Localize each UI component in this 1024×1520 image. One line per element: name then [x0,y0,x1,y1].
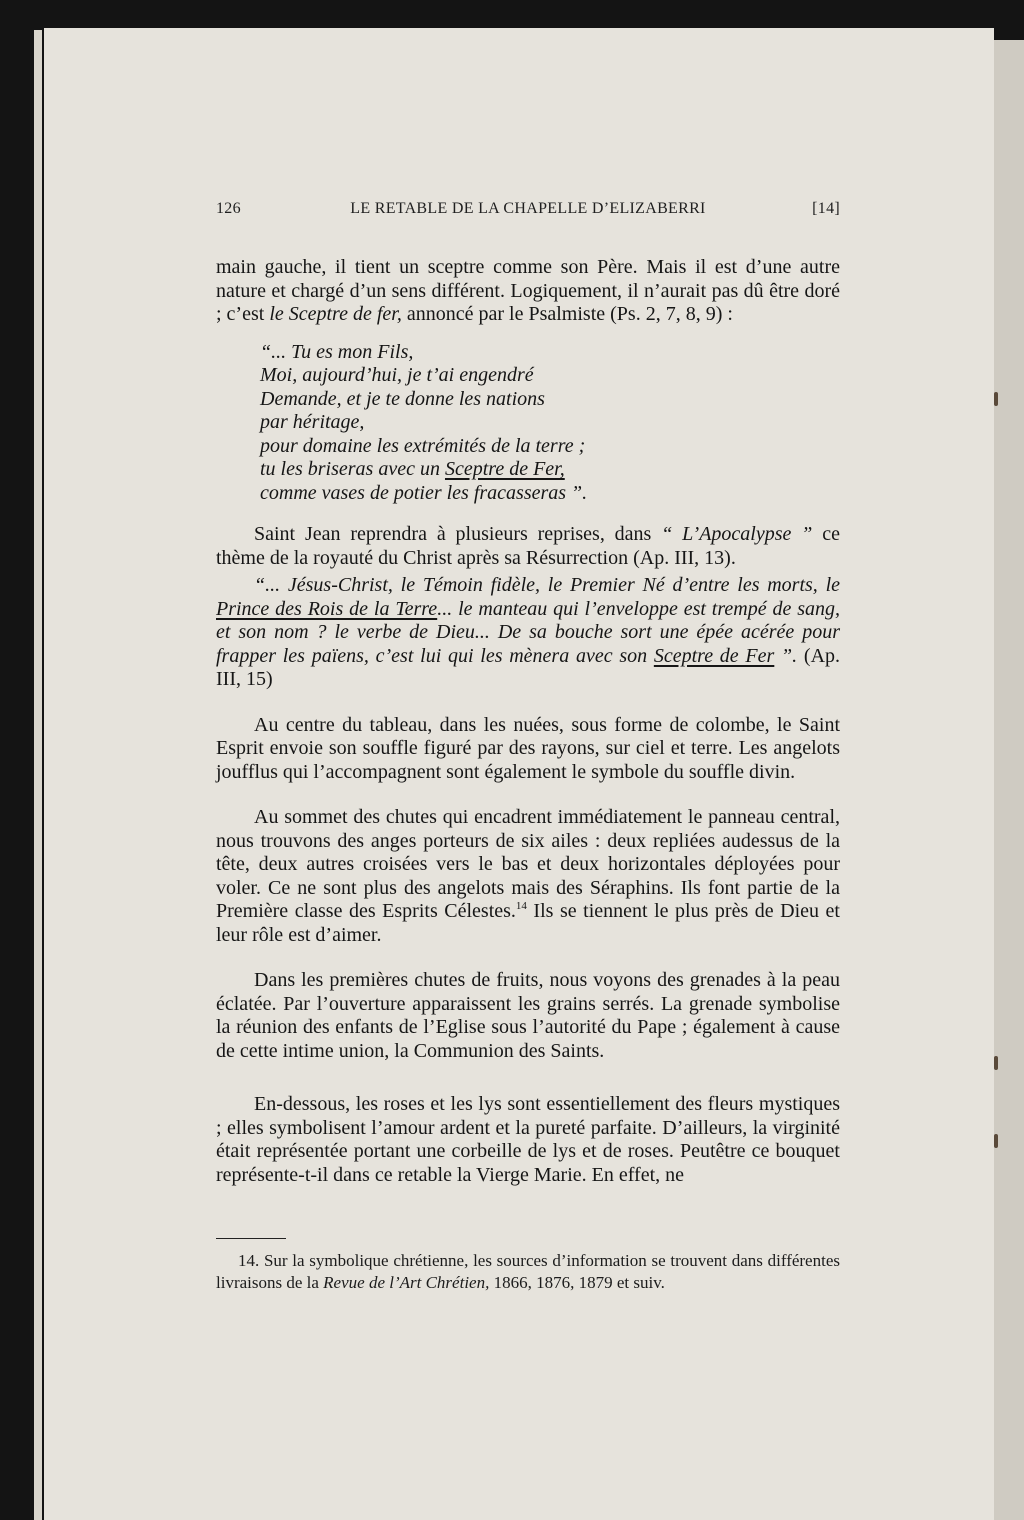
binding-mark [994,392,998,406]
poem-line: par héritage, [260,411,365,433]
binding-mark [994,1056,998,1070]
poem-line: “... Tu es mon Fils, [260,340,414,363]
footnote-reference: 14 [515,900,527,912]
paragraph-1: main gauche, il tient un sceptre comme son Père. Mais il est d’une autre nature et chargé d’un sens différent. Logiquement, il n’aurait pas dû être doré ; c’est le Sceptre de fer, annoncé par le Psalmiste (Ps. 2, 7, 8, 9) : [216,256,840,325]
paragraph-4: Au sommet des chutes qui encadrent immédiatement le panneau central, nous trouvons des anges porteurs de six ailes : deux repliées audessus de la tête, deux autres croisées vers le bas et deux horizontales déployées pour voler. Ce ne sont plus des angelots mais des Séraphins. Ils font partie de la Première classe des Esprits Célestes.$^{14}$ Ils se tiennent le plus près de Dieu et leur rôle est d’aimer. [216,806,840,946]
footnote-14: 14. Sur la symbolique chrétienne, les sources d’information se trouvent dans différentes livraisons de la Revue de l’Art Chrétien, 1866, 1876, 1879 et suiv. [216,1251,840,1292]
poem-line: comme vases de potier les fracasseras ”. [260,481,588,504]
page-edge-right [994,40,1024,1520]
paragraph-5: Dans les premières chutes de fruits, nous voyons des grenades à la peau éclatée. Par l’ouverture apparaissent les grains serrés. La grenade symbolise la réunion des enfants de l’Eglise sous l’autorité du Pape ; également à cause de cette intime union, la Communion des Saints. [216,969,840,1062]
poem-line: Demande, et je te donne les nations [260,387,545,410]
footnote-divider [216,1238,286,1239]
poem-line: pour domaine les extrémités de la terre ; [260,434,586,457]
section-number: [14] [812,200,840,217]
paragraph-3: Au centre du tableau, dans les nuées, sous forme de colombe, le Saint Esprit envoie son souffle figuré par des rayons, sur ciel et terre. Les angelots joufflus qui l’accompagnent sont également le symbole du souffle divin. [216,713,840,783]
page-number: 126 [216,200,241,217]
poem-line: Moi, aujourd’hui, je t’ai engendré [260,364,534,386]
paragraph-2: Saint Jean reprendra à plusieurs reprises, dans “ L’Apocalypse ” ce thème de la royauté du Christ après sa Résurrection (Ap. III, 13). [216,523,840,569]
page-edge-left [34,30,42,1520]
running-title: LE RETABLE DE LA CHAPELLE D’ELIZABERRI [350,200,706,217]
body-text [216,256,840,1187]
psalm-quotation [260,341,840,506]
poem-line: tu les briseras avec un Sceptre de Fer, [260,458,565,480]
paragraph-6: En-dessous, les roses et les lys sont essentiellement des fleurs mystiques ; elles symbolisent l’amour ardent et la pureté parfaite. D’ailleurs, la virginité était représentée portant une corbeille de lys et de roses. Peutêtre ce bouquet représente-t-il dans ce retable la Vierge Marie. En effet, ne [216,1093,840,1186]
running-header [216,200,840,224]
apocalypse-quotation: “... Jésus-Christ, le Témoin fidèle, le Premier Né d’entre les morts, le Prince des Rois de la Terre... le manteau qui l’enveloppe est trempé de sang, et son nom ? le verbe de Dieu... De sa bouche sort une épée acérée pour frapper les païens, c’est lui qui les mènera avec son Sceptre de Fer ”. (Ap. III, 15) [216,574,841,690]
binding-mark [994,1134,998,1148]
